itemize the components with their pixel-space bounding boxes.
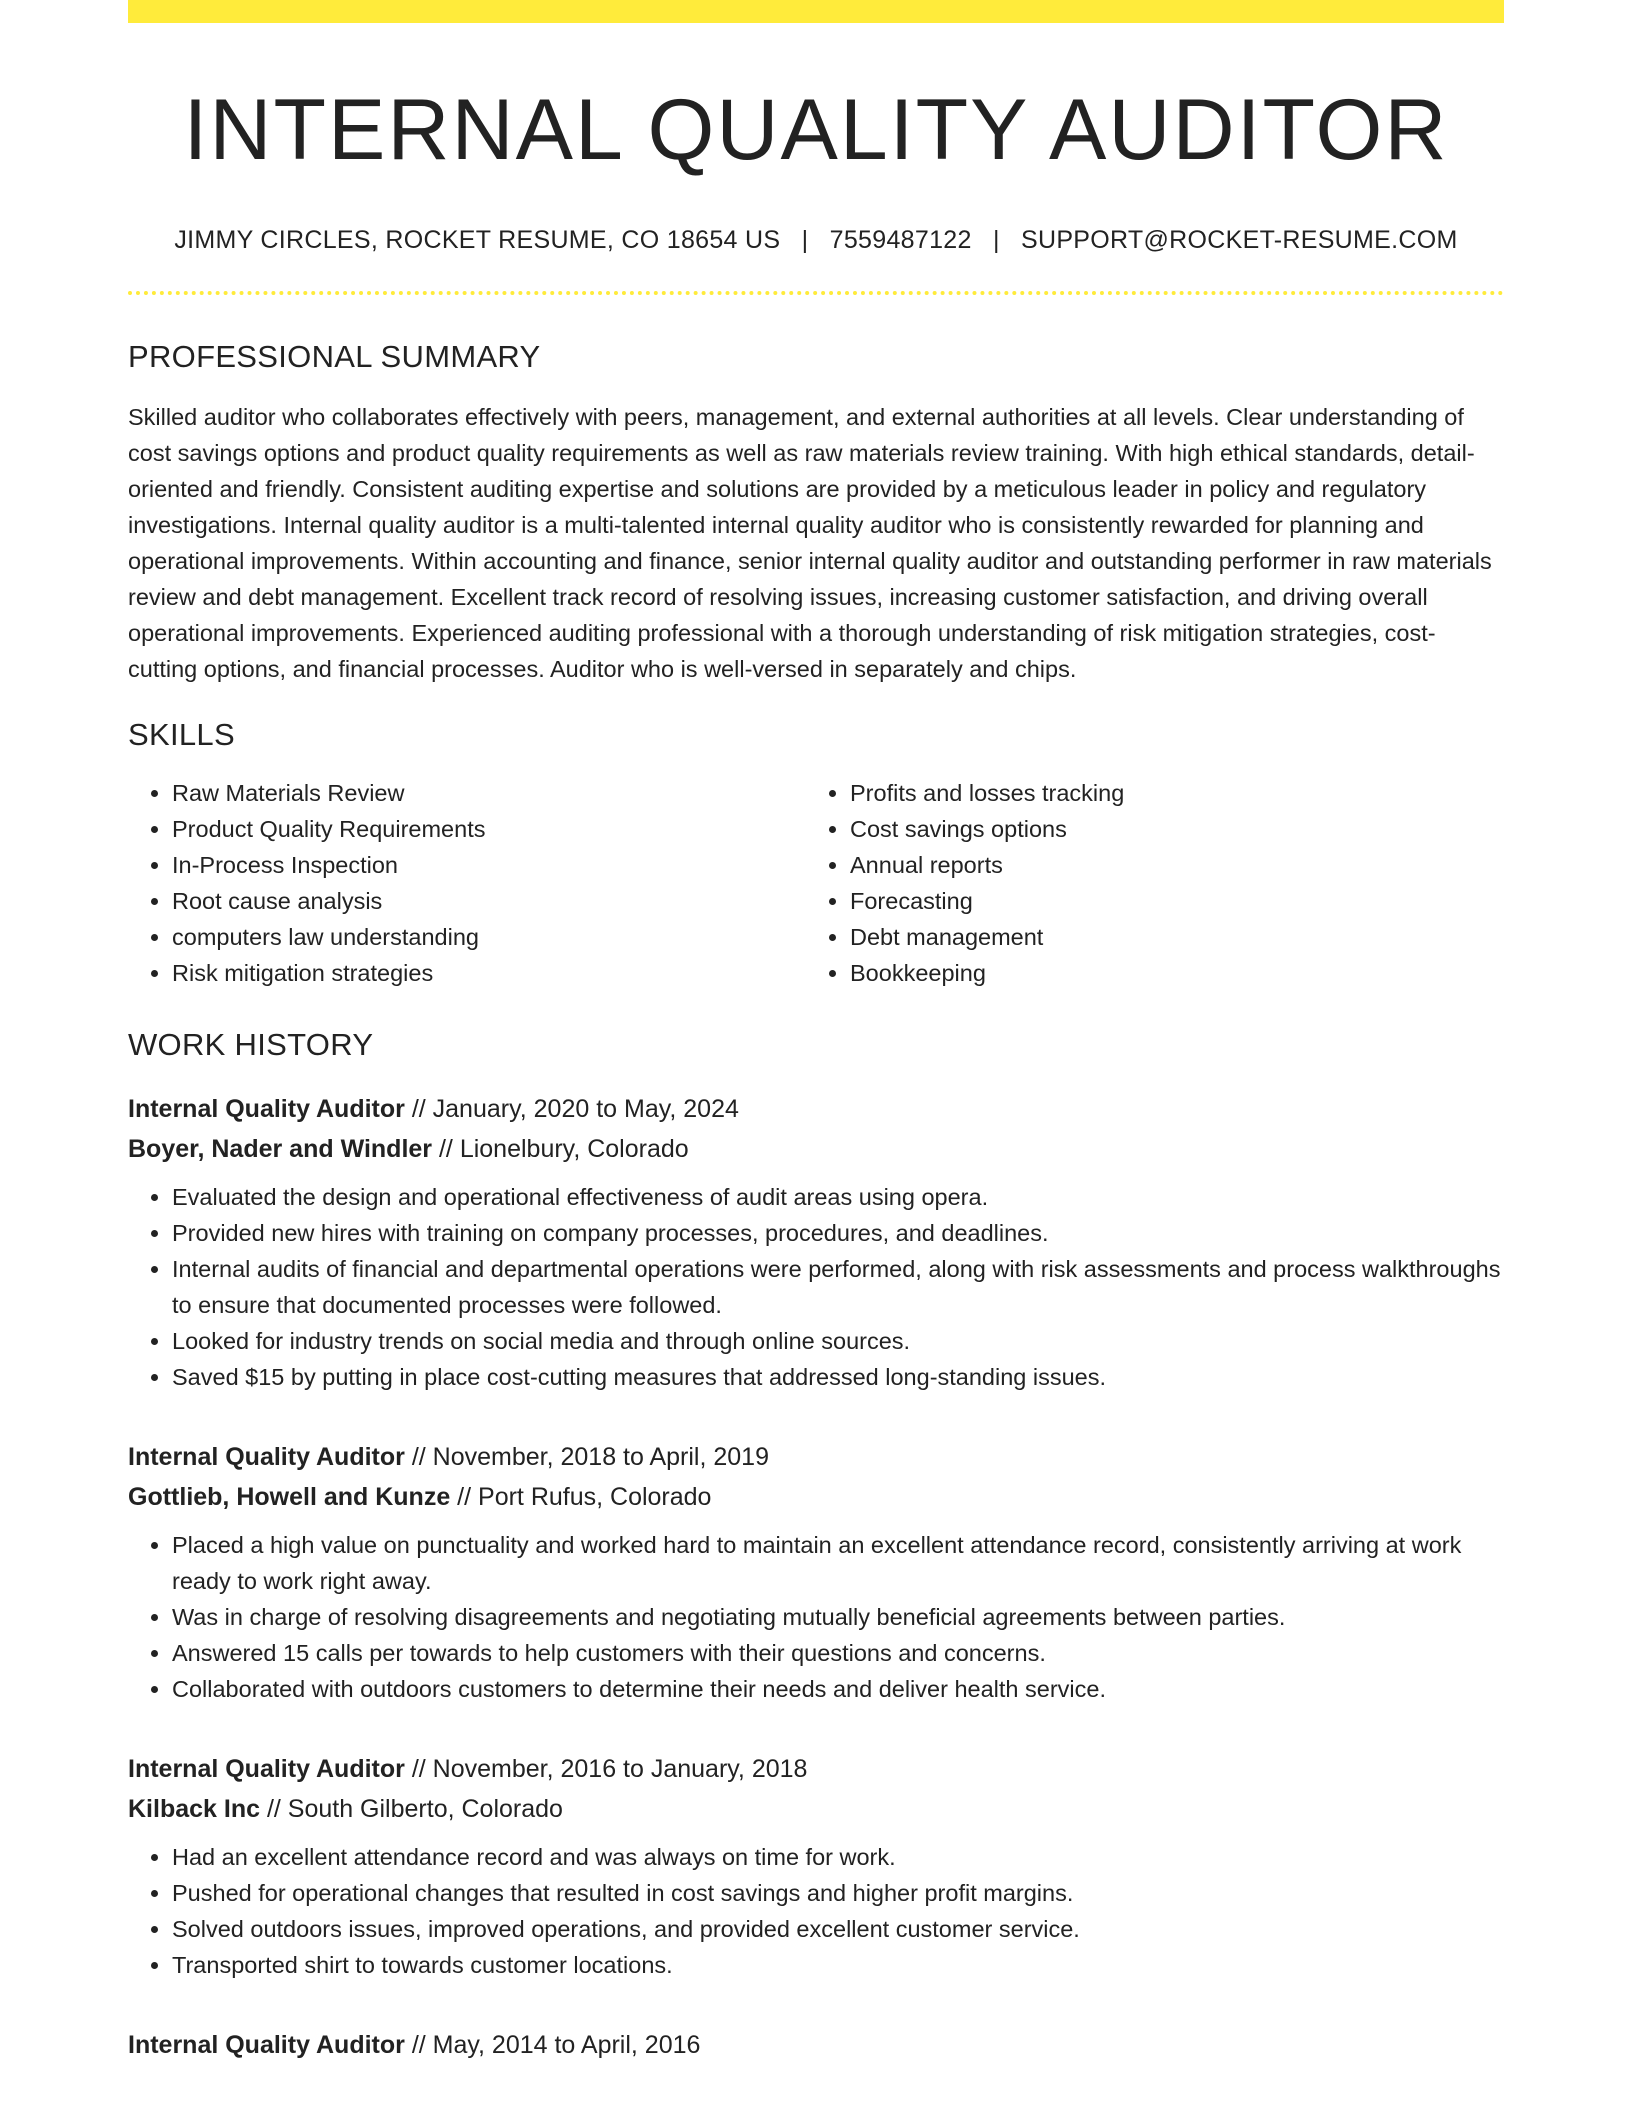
job-entry <box>128 1437 1504 1707</box>
job-role: Internal Quality Auditor <box>128 1754 405 1783</box>
job-location: // Port Rufus, Colorado <box>450 1482 712 1511</box>
skills-column-right <box>806 775 1484 991</box>
skill-item: • Cost savings options <box>850 811 1484 847</box>
job-bullet: • Was in charge of resolving disagreements and negotiating mutually beneficial agreements between parties. <box>172 1599 1504 1635</box>
job-dates: // May, 2014 to April, 2016 <box>404 2030 701 2059</box>
summary-heading: PROFESSIONAL SUMMARY <box>128 338 541 374</box>
skill-item: • computers law understanding <box>172 919 806 955</box>
skill-item: • Debt management <box>850 919 1484 955</box>
job-company: Boyer, Nader and Windler <box>128 1134 433 1163</box>
contact-line <box>128 226 1504 255</box>
job-role: Internal Quality Auditor <box>128 1094 405 1123</box>
skill-item: • Root cause analysis <box>172 883 806 919</box>
skill-item: • Annual reports <box>850 847 1484 883</box>
job-dates: // November, 2018 to April, 2019 <box>404 1442 769 1471</box>
job-bullets <box>128 1527 1504 1707</box>
job-company-line <box>128 1477 1504 1517</box>
work-history-heading: WORK HISTORY <box>128 1026 374 1062</box>
top-accent-bar <box>128 0 1504 23</box>
job-bullet: • Provided new hires with training on company processes, procedures, and deadlines. <box>172 1215 1504 1251</box>
job-entry <box>128 1749 1504 1983</box>
job-bullet: • Internal audits of financial and departmental operations were performed, along with risk assessments and process walkthroughs to ensure that documented processes were followed. <box>172 1251 1504 1323</box>
job-bullet: • Pushed for operational changes that resulted in cost savings and higher profit margins. <box>172 1875 1504 1911</box>
job-company: Gottlieb, Howell and Kunze <box>128 1482 451 1511</box>
job-dates: // November, 2016 to January, 2018 <box>404 1754 808 1783</box>
job-bullet: • Answered 15 calls per towards to help customers with their questions and concerns. <box>172 1635 1504 1671</box>
skill-item: • Profits and losses tracking <box>850 775 1484 811</box>
job-bullet: • Placed a high value on punctuality and worked hard to maintain an excellent attendance record, consistently arriving at work ready to work right away. <box>172 1527 1504 1599</box>
job-title-line <box>128 2025 1504 2065</box>
job-title-line <box>128 1089 1504 1129</box>
job-title-line <box>128 1437 1504 1477</box>
resume-title: INTERNAL QUALITY AUDITOR <box>183 82 1449 178</box>
job-role: Internal Quality Auditor <box>128 1442 405 1471</box>
contact-address: JIMMY CIRCLES, ROCKET RESUME, CO 18654 US <box>174 225 781 254</box>
job-bullets <box>128 1839 1504 1983</box>
contact-phone: 7559487122 <box>829 225 972 254</box>
skill-item: • Bookkeeping <box>850 955 1484 991</box>
skills-heading: SKILLS <box>128 716 235 752</box>
contact-separator: | <box>992 225 1000 254</box>
dotted-divider <box>128 291 1504 295</box>
resume-page <box>128 0 1504 2065</box>
skills-list <box>128 775 1504 991</box>
skill-item: • Forecasting <box>850 883 1484 919</box>
job-bullet: • Transported shirt to towards customer locations. <box>172 1947 1504 1983</box>
contact-email: SUPPORT@ROCKET-RESUME.COM <box>1020 225 1458 254</box>
skill-item: • In-Process Inspection <box>172 847 806 883</box>
job-location: // Lionelbury, Colorado <box>432 1134 689 1163</box>
skills-column-left <box>128 775 806 991</box>
skill-item: • Risk mitigation strategies <box>172 955 806 991</box>
job-company: Kilback Inc <box>128 1794 260 1823</box>
job-company-line <box>128 1129 1504 1169</box>
job-bullets <box>128 1179 1504 1395</box>
job-bullet: • Evaluated the design and operational effectiveness of audit areas using opera. <box>172 1179 1504 1215</box>
job-bullet: • Had an excellent attendance record and was always on time for work. <box>172 1839 1504 1875</box>
skill-item: • Raw Materials Review <box>172 775 806 811</box>
job-entry <box>128 2025 1504 2065</box>
job-company-line <box>128 1789 1504 1829</box>
summary-text: Skilled auditor who collaborates effectively with peers, management, and external authorities at all levels. Clear understanding of cost savings options and product quality requirements as well as raw materials review training. With high ethical standards, detail-oriented and friendly. Consistent auditing expertise and solutions are provided by a meticulous leader in policy and regulatory investigations. Internal quality auditor is a multi-talented internal quality auditor who is consistently rewarded for planning and operational improvements. Within accounting and finance, senior internal quality auditor and outstanding performer in raw materials review and debt management. Excellent track record of resolving issues, increasing customer satisfaction, and driving overall operational improvements. Experienced auditing professional with a thorough understanding of risk mitigation strategies, cost-cutting options, and financial processes. Auditor who is well-versed in separately and chips. <box>128 403 1492 682</box>
skill-item: • Product Quality Requirements <box>172 811 806 847</box>
job-role: Internal Quality Auditor <box>128 2030 405 2059</box>
job-bullet: • Collaborated with outdoors customers to determine their needs and deliver health service. <box>172 1671 1504 1707</box>
job-bullet: • Solved outdoors issues, improved operations, and provided excellent customer service. <box>172 1911 1504 1947</box>
job-entry <box>128 1089 1504 1395</box>
job-bullet: • Looked for industry trends on social media and through online sources. <box>172 1323 1504 1359</box>
job-location: // South Gilberto, Colorado <box>260 1794 563 1823</box>
job-title-line <box>128 1749 1504 1789</box>
job-bullet: • Saved $15 by putting in place cost-cutting measures that addressed long-standing issues. <box>172 1359 1504 1395</box>
contact-separator: | <box>801 225 809 254</box>
job-dates: // January, 2020 to May, 2024 <box>404 1094 739 1123</box>
